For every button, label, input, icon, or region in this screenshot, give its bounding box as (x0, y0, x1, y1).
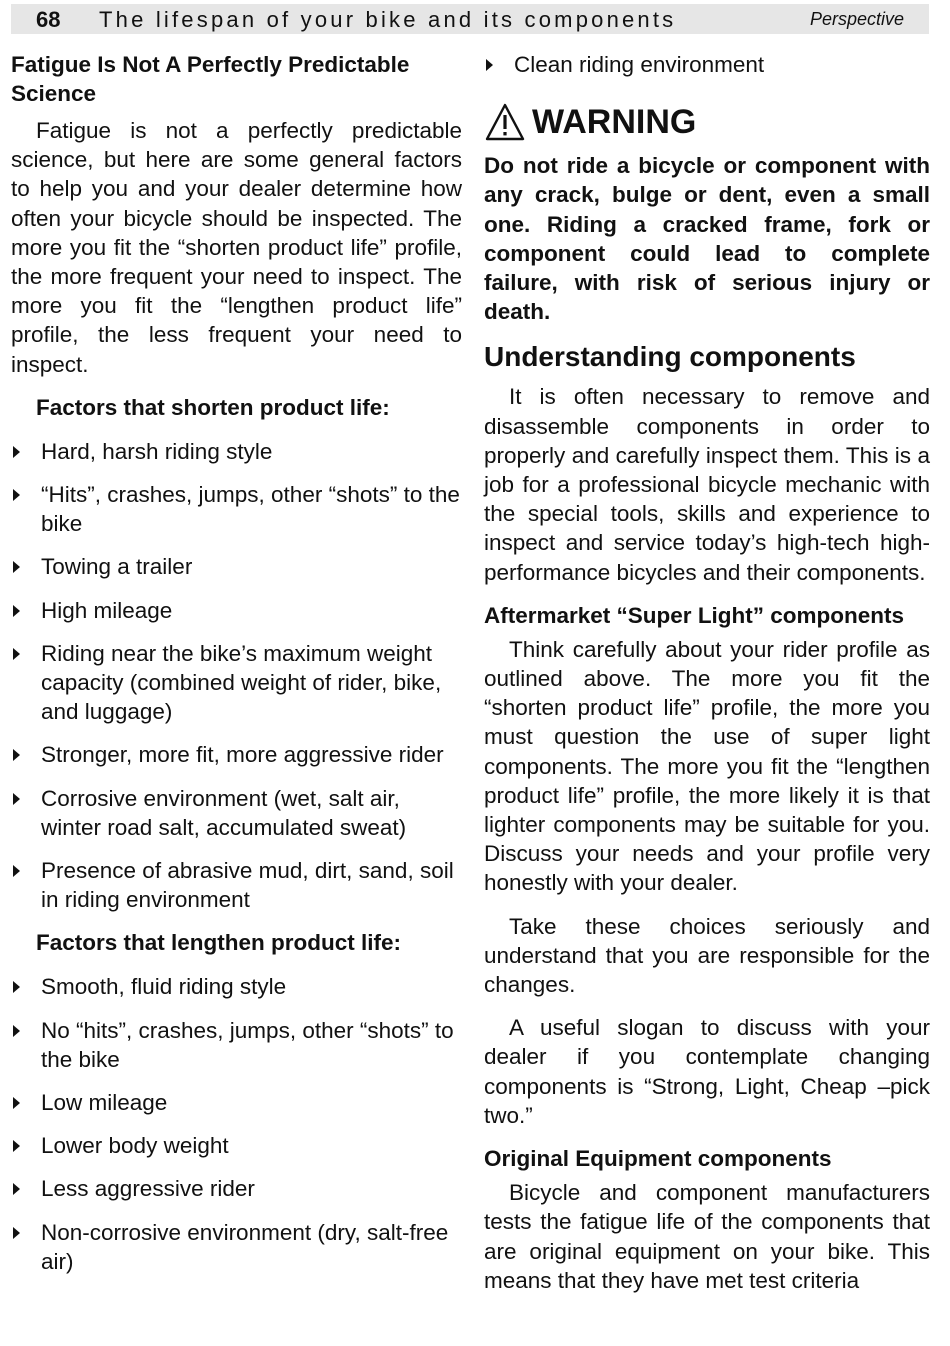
list-item: Lower body weight (11, 1131, 462, 1160)
right-column (484, 50, 930, 1295)
aftermarket-heading: Aftermarket “Super Light” components (484, 602, 905, 628)
warning-text: Do not ride a bicycle or component with any crack, bulge or dent, even a small one. Riding a cracked frame, fork or component could lead to complete failure, with risk of serious injury or death. (484, 153, 930, 325)
chapter-title: The lifespan of your bike and its components (99, 7, 677, 32)
page-number: 68 (36, 7, 61, 32)
list-item: Presence of abrasive mud, dirt, sand, soil in riding environment (11, 856, 462, 914)
oe-text: Bicycle and component manufacturers tests the fatigue life of the components that are original equipment on your bike. This means that they have met test criteria (484, 1180, 930, 1293)
page-header (11, 4, 929, 34)
lengthen-heading: Factors that lengthen product life: (36, 930, 402, 956)
aftermarket-paragraph-1: Think carefully about your rider profile as outlined above. The more you fit the “shorten product life” profile, the more you must question the use of super light components. The more you fit the “lengthen product life” profile, the more likely it is that lighter components may be suitable for you. Discuss your needs and your profile very honestly with your dealer. (484, 636, 930, 896)
shorten-list (11, 437, 462, 915)
shorten-list-continued (484, 50, 930, 79)
bullet-arrow-icon (13, 605, 20, 617)
aftermarket-paragraph-3: A useful slogan to discuss with your dealer if you contemplate changing components is “Strong, Light, Cheap –pick two.” (484, 1015, 930, 1128)
warning-label: WARNING (532, 102, 697, 141)
list-item: Riding near the bike’s maximum weight capacity (combined weight of rider, bike, and luggage) (11, 639, 462, 727)
list-item: Clean riding environment (484, 50, 930, 79)
lengthen-list (11, 972, 462, 1276)
bullet-arrow-icon (13, 1227, 20, 1239)
understanding-text: It is often necessary to remove and disassemble components in order to properly and carefully inspect them. This is a job for a professional bicycle mechanic with the special tools, skills and experience to inspect and service today’s high-tech high-performance bicycles and their components. (484, 384, 930, 585)
bullet-arrow-icon (13, 648, 20, 660)
list-item: Hard, harsh riding style (11, 437, 462, 466)
list-item: Smooth, fluid riding style (11, 972, 462, 1001)
shorten-heading: Factors that shorten product life: (36, 394, 390, 420)
bullet-arrow-icon (13, 489, 20, 501)
list-item: No “hits”, crashes, jumps, other “shots” to the bike (11, 1016, 462, 1074)
bullet-arrow-icon (13, 793, 20, 805)
list-item: Corrosive environment (wet, salt air, winter road salt, accumulated sweat) (11, 784, 462, 842)
left-column (11, 50, 462, 1276)
bullet-arrow-icon (13, 1097, 20, 1109)
bullet-arrow-icon (13, 749, 20, 761)
aftermarket-paragraph-2: Take these choices seriously and understand that you are responsible for the changes. (484, 913, 930, 998)
bullet-arrow-icon (13, 981, 20, 993)
bullet-arrow-icon (13, 1140, 20, 1152)
bullet-arrow-icon (13, 1183, 20, 1195)
list-item: Non-corrosive environment (dry, salt-free air) (11, 1218, 462, 1276)
understanding-heading: Understanding components (484, 341, 856, 373)
bullet-arrow-icon (13, 446, 20, 458)
bullet-arrow-icon (486, 59, 493, 71)
list-item: Less aggressive rider (11, 1174, 462, 1203)
list-item: High mileage (11, 596, 462, 625)
list-item: Towing a trailer (11, 552, 462, 581)
fatigue-heading: Fatigue Is Not A Perfectly Predictable Science (11, 52, 410, 106)
list-item: “Hits”, crashes, jumps, other “shots” to the bike (11, 480, 462, 538)
bullet-arrow-icon (13, 1025, 20, 1037)
bullet-arrow-icon (13, 561, 20, 573)
warning-title (484, 101, 930, 143)
fatigue-intro: Fatigue is not a perfectly predictable science, but here are some general factors to help you and your dealer determine how often your bicycle should be inspected. The more you fit the “shorten product life” profile, the more frequent your need to inspect. The more you fit the “lengthen product life” profile, the less frequent your need to inspect. (11, 118, 462, 377)
oe-heading: Original Equipment components (484, 1146, 832, 1172)
warning-triangle-icon (484, 102, 526, 142)
section-label: Perspective (809, 9, 904, 29)
list-item: Low mileage (11, 1088, 462, 1117)
bullet-arrow-icon (13, 865, 20, 877)
list-item: Stronger, more fit, more aggressive rider (11, 740, 462, 769)
